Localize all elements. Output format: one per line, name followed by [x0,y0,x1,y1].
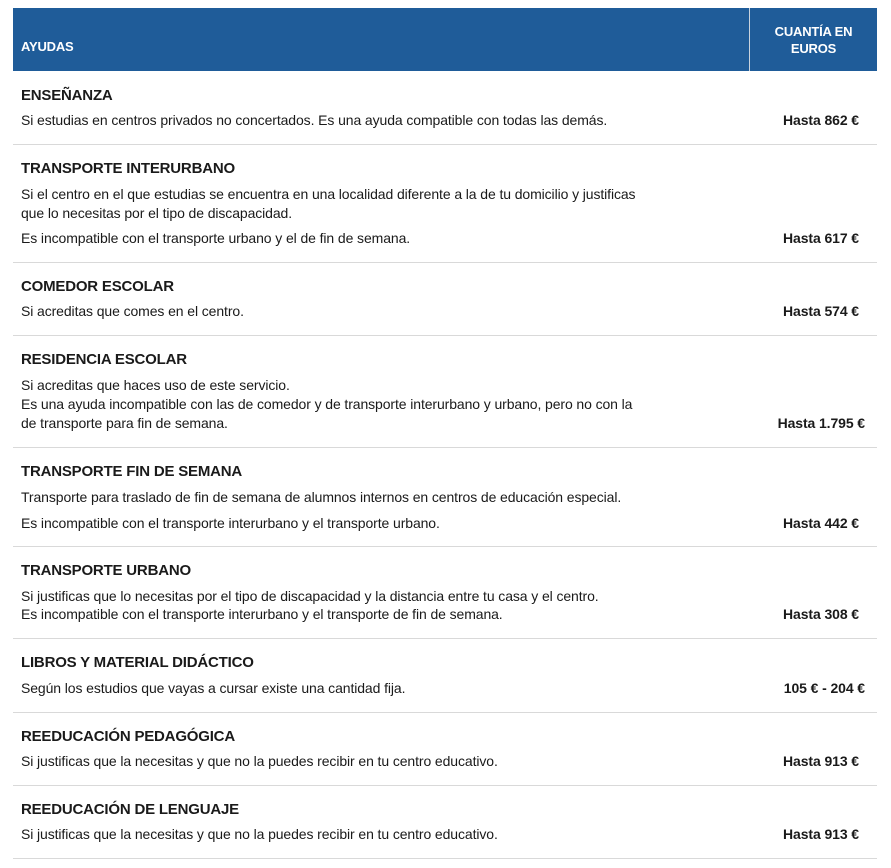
row-amount: Hasta 617 € [783,230,859,246]
row-title: RESIDENCIA ESCOLAR [21,351,187,368]
row-amount: Hasta 442 € [783,515,859,531]
row-amount: 105 € - 204 € [783,680,865,696]
row-description-line: Es incompatible con el transporte urbano y el de fin de semana. [21,230,411,246]
row-title: ENSEÑANZA [21,87,113,104]
table-row [13,639,877,713]
row-amount: Hasta 913 € [783,753,859,769]
table-row [13,336,877,448]
row-amount: Hasta 308 € [783,606,859,622]
row-description-line: Si justificas que lo necesitas por el tipo de discapacidad y la distancia entre tu casa y el centro. [21,588,599,604]
row-description-line: Es una ayuda incompatible con las de comedor y de transporte interurbano y urbano, pero no con la [21,396,633,412]
table-row [13,786,877,859]
row-description-line: Según los estudios que vayas a cursar existe una cantidad fija. [21,680,406,696]
row-description-line: Es incompatible con el transporte interurbano y el transporte de fin de semana. [21,606,503,622]
table-row [13,448,877,547]
row-title: TRANSPORTE INTERURBANO [21,160,235,177]
table-row [13,145,877,263]
row-description-line: Si acreditas que comes en el centro. [21,303,244,319]
row-amount: Hasta 913 € [783,826,859,842]
row-title: REEDUCACIÓN PEDAGÓGICA [21,728,235,745]
row-title: COMEDOR ESCOLAR [21,278,174,295]
table-row [13,71,877,145]
table-row [13,263,877,336]
row-title: TRANSPORTE URBANO [21,562,191,579]
row-amount: Hasta 862 € [783,112,859,128]
row-description-line: Si el centro en el que estudias se encuentra en una localidad diferente a la de tu domicilio y justificas [21,186,636,202]
ayudas-table [13,8,877,842]
header-ayudas: AYUDAS [13,8,750,71]
header-cuantia: CUANTÍA EN EUROS [774,23,853,56]
row-description-line: Si estudias en centros privados no concertados. Es una ayuda compatible con todas las demás. [21,112,608,128]
row-description-line: Si acreditas que haces uso de este servicio. [21,377,290,393]
row-description-line: Es incompatible con el transporte interurbano y el transporte urbano. [21,515,440,531]
row-title: TRANSPORTE FIN DE SEMANA [21,463,243,480]
table-row [13,713,877,786]
row-description-line: de transporte para fin de semana. [21,415,228,431]
row-amount: Hasta 574 € [783,303,859,319]
row-description-line: que lo necesitas por el tipo de discapacidad. [21,205,293,221]
row-title: REEDUCACIÓN DE LENGUAJE [21,801,239,818]
row-amount: Hasta 1.795 € [777,415,865,431]
row-description-line: Si justificas que la necesitas y que no la puedes recibir en tu centro educativo. [21,826,498,842]
table-header [13,8,877,71]
row-description-line: Transporte para traslado de fin de semana de alumnos internos en centros de educación especial. [21,489,622,505]
table-row [13,547,877,639]
row-title: LIBROS Y MATERIAL DIDÁCTICO [21,654,254,671]
row-description-line: Si justificas que la necesitas y que no la puedes recibir en tu centro educativo. [21,753,498,769]
